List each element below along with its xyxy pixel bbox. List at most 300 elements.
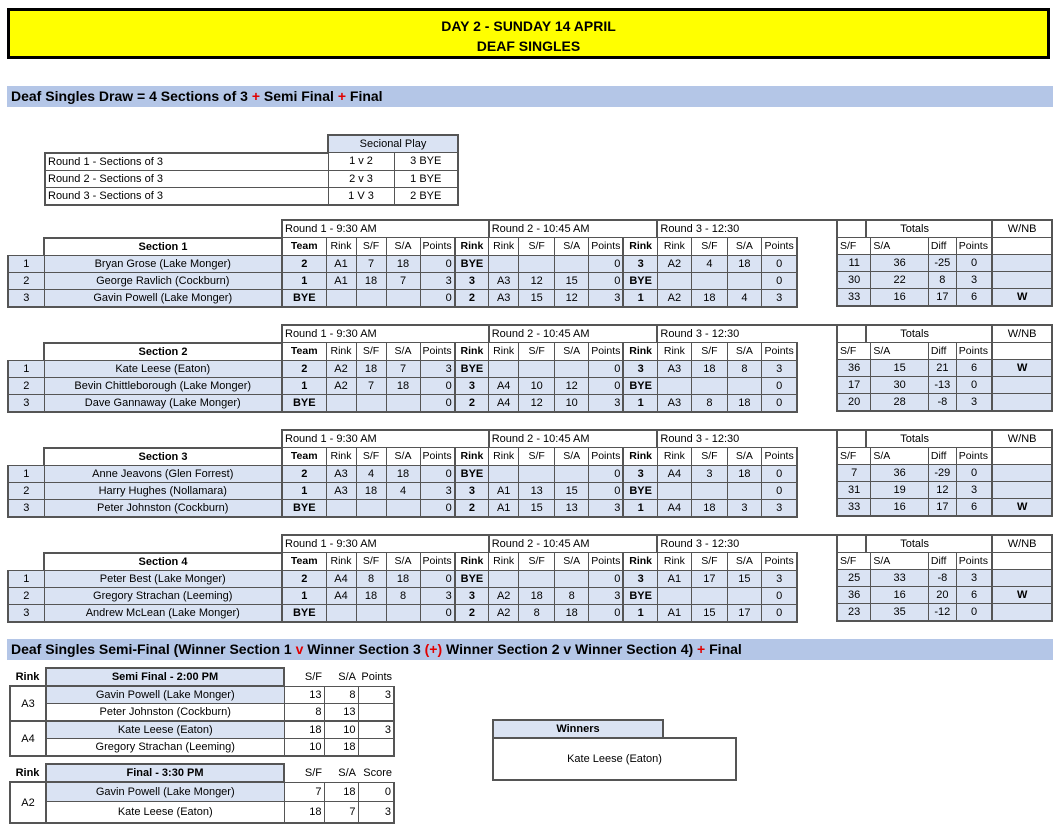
points-cell: 0 — [420, 499, 455, 517]
sa-cell — [386, 499, 420, 517]
team-cell: BYE — [282, 289, 326, 307]
sf-cell — [519, 570, 555, 587]
section-title: Section 3 — [44, 448, 282, 466]
totals-diff-header: Diff — [928, 343, 956, 360]
semi-player: Gavin Powell (Lake Monger) — [46, 686, 284, 704]
rink-cell: A3 — [657, 360, 691, 377]
team-cell: 3 — [623, 465, 657, 482]
points-cell: 0 — [589, 465, 624, 482]
sa-cell — [727, 377, 761, 394]
player-name: Andrew McLean (Lake Monger) — [44, 604, 282, 622]
totals-points: 0 — [956, 377, 992, 394]
round-header: Round 3 - 12:30 — [657, 220, 866, 238]
sa-cell: 12 — [555, 377, 589, 394]
sf-cell — [691, 587, 727, 604]
sf-cell: 12 — [519, 394, 555, 412]
team-cell: BYE — [282, 394, 326, 412]
sa-cell: 7 — [386, 272, 420, 289]
sf-cell: 18 — [691, 360, 727, 377]
sa-cell: 18 — [386, 377, 420, 394]
totals-points: 3 — [956, 482, 992, 499]
sectional-bye: 2 BYE — [394, 187, 458, 205]
sectional-round-name: Round 3 - Sections of 3 — [45, 187, 328, 205]
team-cell: 2 — [455, 289, 489, 307]
sa-header: S/A — [555, 553, 589, 571]
sf-header: S/F — [519, 553, 555, 571]
semi-title: Semi Final - 2:00 PM — [46, 668, 284, 686]
final-table — [9, 763, 395, 824]
totals-sf: 7 — [837, 465, 871, 482]
player-number: 2 — [8, 587, 44, 604]
rink-cell — [657, 587, 691, 604]
round-header: Round 2 - 10:45 AM — [489, 535, 658, 553]
final-sa-header: S/A — [338, 766, 356, 779]
totals-header: Totals — [837, 535, 992, 553]
totals-sf-header: S/F — [837, 343, 871, 360]
team-cell: 1 — [623, 394, 657, 412]
semi-player: Kate Leese (Eaton) — [46, 721, 284, 739]
wnb-value — [992, 570, 1052, 587]
rink-header: Rink — [623, 343, 657, 361]
points-cell: 0 — [761, 465, 797, 482]
sa-cell: 12 — [555, 289, 589, 307]
semi-sa: 18 — [324, 739, 358, 757]
points-header: Points — [589, 343, 624, 361]
final-player: Gavin Powell (Lake Monger) — [46, 782, 284, 802]
sf-cell: 18 — [356, 360, 386, 377]
sa-cell: 7 — [386, 360, 420, 377]
sa-cell: 3 — [727, 499, 761, 517]
sa-cell: 15 — [555, 482, 589, 499]
points-cell: 0 — [420, 377, 455, 394]
sf-cell: 4 — [691, 255, 727, 272]
totals-diff-header: Diff — [928, 448, 956, 465]
round-header: Round 2 - 10:45 AM — [489, 430, 658, 448]
team-cell: 2 — [455, 604, 489, 622]
final-sa: 18 — [324, 782, 358, 802]
draw-header-plus: + — [251, 88, 260, 104]
sa-cell: 18 — [386, 570, 420, 587]
totals-sa: 28 — [871, 394, 929, 412]
round-header: Round 1 - 9:30 AM — [282, 430, 489, 448]
team-cell: 1 — [623, 604, 657, 622]
player-name: George Ravlich (Cockburn) — [44, 272, 282, 289]
rink-cell: A2 — [657, 255, 691, 272]
sa-cell: 18 — [727, 255, 761, 272]
totals-points-header: Points — [956, 448, 992, 465]
sf-cell: 8 — [691, 394, 727, 412]
team-cell: 1 — [282, 272, 326, 289]
rink-cell — [326, 289, 356, 307]
totals-sf: 33 — [837, 289, 871, 307]
totals-header: Totals — [837, 430, 992, 448]
sf-header: S/F — [691, 448, 727, 466]
sf-cell: 17 — [691, 570, 727, 587]
sa-cell: 18 — [727, 465, 761, 482]
draw-header — [7, 86, 1053, 107]
totals-sa: 19 — [871, 482, 929, 499]
player-name: Peter Best (Lake Monger) — [44, 570, 282, 587]
sf-header: S/F — [691, 238, 727, 256]
team-cell: 2 — [455, 499, 489, 517]
totals-sf: 31 — [837, 482, 871, 499]
totals-points: 6 — [956, 289, 992, 307]
sf-cell — [356, 604, 386, 622]
rink-cell: A2 — [657, 289, 691, 307]
final-score-header: Score — [363, 766, 392, 779]
totals-diff: 17 — [928, 499, 956, 517]
totals-points: 6 — [956, 360, 992, 377]
rink-cell: A4 — [489, 394, 519, 412]
semi-header-text: Deaf Singles Semi-Final (Winner Section 1 — [11, 641, 296, 657]
points-cell: 3 — [420, 587, 455, 604]
totals-sf: 30 — [837, 272, 871, 289]
player-name: Dave Gannaway (Lake Monger) — [44, 394, 282, 412]
final-score: 3 — [358, 802, 394, 824]
totals-sa-header: S/A — [871, 553, 929, 570]
totals-sf: 17 — [837, 377, 871, 394]
rink-cell: A3 — [657, 394, 691, 412]
player-name: Gregory Strachan (Leeming) — [44, 587, 282, 604]
totals-points-header: Points — [956, 343, 992, 360]
sf-cell: 7 — [356, 255, 386, 272]
wnb-value: W — [992, 499, 1052, 517]
sf-cell — [519, 360, 555, 377]
round-header: Round 3 - 12:30 — [657, 325, 866, 343]
rink-cell: A1 — [326, 255, 356, 272]
sectional-bye: 1 BYE — [394, 170, 458, 187]
team-cell: BYE — [455, 465, 489, 482]
winners-label: Winners — [492, 719, 664, 737]
points-cell: 3 — [589, 289, 624, 307]
player-name: Bevin Chittleborough (Lake Monger) — [44, 377, 282, 394]
points-cell: 0 — [589, 360, 624, 377]
draw-header-plus: + — [337, 88, 346, 104]
wnb-header: W/NB — [992, 430, 1052, 448]
banner-subtitle: DEAF SINGLES — [476, 38, 581, 54]
team-cell: 2 — [282, 360, 326, 377]
sa-cell: 15 — [727, 570, 761, 587]
rink-header: Rink — [455, 343, 489, 361]
points-cell: 0 — [761, 482, 797, 499]
team-cell: BYE — [282, 499, 326, 517]
rink-header: Rink — [489, 238, 519, 256]
section-table — [7, 534, 867, 623]
totals-points: 0 — [956, 465, 992, 482]
points-header: Points — [589, 448, 624, 466]
semi-sf: 18 — [284, 721, 324, 739]
round-header: Round 1 - 9:30 AM — [282, 220, 489, 238]
team-cell: 3 — [455, 377, 489, 394]
totals-sf: 36 — [837, 360, 871, 377]
sf-cell: 18 — [356, 272, 386, 289]
rink-cell: A2 — [326, 360, 356, 377]
sa-header: S/A — [386, 238, 420, 256]
team-cell: BYE — [623, 272, 657, 289]
rink-cell: A4 — [489, 377, 519, 394]
final-sf-header: S/F — [304, 766, 322, 779]
player-number: 1 — [8, 570, 44, 587]
rink-header: Rink — [455, 553, 489, 571]
wnb-value — [992, 255, 1052, 272]
sectional-match: 1 V 3 — [328, 187, 394, 205]
totals-sf: 36 — [837, 587, 871, 604]
points-cell: 3 — [761, 360, 797, 377]
points-header: Points — [761, 238, 797, 256]
section-table — [7, 219, 867, 308]
totals-sa-header: S/A — [871, 343, 929, 360]
rink-header: Rink — [657, 343, 691, 361]
rink-header: Rink — [326, 238, 356, 256]
rink-cell — [489, 465, 519, 482]
team-cell: 2 — [282, 255, 326, 272]
rink-cell: A3 — [326, 482, 356, 499]
wnb-value — [992, 604, 1052, 622]
semi-sf-header: S/F — [304, 670, 322, 683]
semi-sf: 10 — [284, 739, 324, 757]
event-banner — [7, 8, 1050, 59]
totals-sa: 35 — [871, 604, 929, 622]
sa-header: S/A — [555, 343, 589, 361]
rink-header: Rink — [657, 238, 691, 256]
sa-cell — [727, 587, 761, 604]
rink-cell — [326, 499, 356, 517]
rink-cell — [326, 394, 356, 412]
sf-header: S/F — [356, 238, 386, 256]
rink-cell: A4 — [326, 570, 356, 587]
totals-table — [836, 534, 1053, 622]
semi-rink: A3 — [10, 686, 46, 721]
team-cell: 3 — [455, 587, 489, 604]
sa-header: S/A — [727, 238, 761, 256]
points-cell: 3 — [420, 482, 455, 499]
team-header: Team — [282, 553, 326, 571]
sa-cell — [555, 360, 589, 377]
sf-cell: 12 — [519, 272, 555, 289]
rink-cell: A1 — [657, 570, 691, 587]
section-title: Section 1 — [44, 238, 282, 256]
team-cell: 2 — [282, 570, 326, 587]
totals-sa: 36 — [871, 255, 929, 272]
semi-header-text: Winner Section 3 — [303, 641, 425, 657]
totals-sa: 30 — [871, 377, 929, 394]
draw-header-text: Semi Final — [260, 88, 338, 104]
totals-sa: 33 — [871, 570, 929, 587]
wnb-header: W/NB — [992, 220, 1052, 238]
points-cell: 0 — [420, 255, 455, 272]
sf-cell: 13 — [519, 482, 555, 499]
totals-points: 0 — [956, 255, 992, 272]
rink-header: Rink — [489, 343, 519, 361]
semi-header-text: Winner Section 2 v Winner Section 4) — [442, 641, 698, 657]
totals-table — [836, 324, 1053, 412]
rink-header: Rink — [326, 343, 356, 361]
round-header: Round 1 - 9:30 AM — [282, 535, 489, 553]
final-sf: 18 — [284, 802, 324, 824]
points-header: Points — [761, 343, 797, 361]
sf-cell: 7 — [356, 377, 386, 394]
sa-header: S/A — [555, 448, 589, 466]
semi-points — [358, 739, 394, 757]
player-number: 1 — [8, 360, 44, 377]
totals-diff-header: Diff — [928, 238, 956, 255]
totals-points: 6 — [956, 587, 992, 604]
sa-header: S/A — [727, 448, 761, 466]
points-cell: 3 — [589, 587, 624, 604]
totals-table — [836, 219, 1053, 307]
sf-cell: 15 — [691, 604, 727, 622]
points-cell: 0 — [420, 394, 455, 412]
rink-cell — [489, 360, 519, 377]
sf-cell: 18 — [691, 289, 727, 307]
rink-cell: A1 — [657, 604, 691, 622]
final-player: Kate Leese (Eaton) — [46, 802, 284, 824]
points-cell: 0 — [420, 570, 455, 587]
rink-header: Rink — [623, 448, 657, 466]
team-cell: BYE — [455, 570, 489, 587]
sa-header: S/A — [555, 238, 589, 256]
totals-points-header: Points — [956, 553, 992, 570]
points-cell: 0 — [761, 377, 797, 394]
semi-rink-header: Rink — [15, 670, 40, 683]
wnb-header: W/NB — [992, 535, 1052, 553]
team-cell: 3 — [623, 255, 657, 272]
sf-header: S/F — [691, 343, 727, 361]
points-cell: 0 — [420, 604, 455, 622]
sa-cell — [555, 465, 589, 482]
sectional-match: 1 v 2 — [328, 153, 394, 171]
sf-cell — [691, 377, 727, 394]
semi-points — [358, 704, 394, 722]
rink-header: Rink — [489, 553, 519, 571]
team-cell: 2 — [455, 394, 489, 412]
points-cell: 0 — [420, 289, 455, 307]
points-cell: 0 — [761, 255, 797, 272]
rink-header: Rink — [623, 553, 657, 571]
points-cell: 0 — [589, 377, 624, 394]
rink-cell — [489, 570, 519, 587]
totals-sa-header: S/A — [871, 448, 929, 465]
sa-header: S/A — [386, 553, 420, 571]
sa-cell: 8 — [386, 587, 420, 604]
semi-sf: 8 — [284, 704, 324, 722]
points-cell: 3 — [761, 289, 797, 307]
sa-cell — [386, 289, 420, 307]
sa-cell: 4 — [386, 482, 420, 499]
totals-sf: 33 — [837, 499, 871, 517]
final-rink: A2 — [10, 782, 46, 823]
spacer — [44, 535, 282, 553]
draw-header-text: Final — [346, 88, 383, 104]
totals-diff-header: Diff — [928, 553, 956, 570]
wnb-cell — [992, 553, 1052, 570]
semi-rink: A4 — [10, 721, 46, 756]
round-header: Round 3 - 12:30 — [657, 430, 866, 448]
points-cell: 0 — [420, 465, 455, 482]
sectional-match: 2 v 3 — [328, 170, 394, 187]
player-number: 2 — [8, 272, 44, 289]
player-number: 1 — [8, 255, 44, 272]
semi-header-v: v — [295, 641, 304, 657]
semi-player: Peter Johnston (Cockburn) — [46, 704, 284, 722]
totals-diff: 21 — [928, 360, 956, 377]
totals-sa: 16 — [871, 289, 929, 307]
wnb-value: W — [992, 360, 1052, 377]
spacer — [44, 430, 282, 448]
rink-header: Rink — [326, 553, 356, 571]
totals-diff: 8 — [928, 272, 956, 289]
sectional-bye: 3 BYE — [394, 153, 458, 171]
points-cell: 0 — [589, 570, 624, 587]
wnb-cell — [992, 238, 1052, 255]
semi-header-plus: + — [697, 641, 706, 657]
sa-header: S/A — [727, 343, 761, 361]
sa-header: S/A — [386, 343, 420, 361]
sf-header: S/F — [519, 448, 555, 466]
player-name: Gavin Powell (Lake Monger) — [44, 289, 282, 307]
totals-sf-header: S/F — [837, 553, 871, 570]
team-cell: 2 — [282, 465, 326, 482]
rink-cell: A2 — [326, 377, 356, 394]
sf-header: S/F — [691, 553, 727, 571]
spacer — [44, 220, 282, 238]
points-cell: 0 — [761, 394, 797, 412]
totals-diff: -29 — [928, 465, 956, 482]
points-cell: 0 — [589, 482, 624, 499]
totals-diff: -8 — [928, 394, 956, 412]
totals-diff: 17 — [928, 289, 956, 307]
sf-cell: 8 — [519, 604, 555, 622]
player-name: Harry Hughes (Nollamara) — [44, 482, 282, 499]
team-cell: 1 — [623, 289, 657, 307]
totals-points-header: Points — [956, 238, 992, 255]
team-cell: BYE — [282, 604, 326, 622]
points-cell: 0 — [761, 272, 797, 289]
team-header: Team — [282, 238, 326, 256]
team-cell: BYE — [455, 360, 489, 377]
sf-cell: 10 — [519, 377, 555, 394]
sa-cell: 17 — [727, 604, 761, 622]
player-number: 3 — [8, 394, 44, 412]
points-header: Points — [761, 553, 797, 571]
totals-sa: 15 — [871, 360, 929, 377]
rink-header: Rink — [326, 448, 356, 466]
totals-diff: -13 — [928, 377, 956, 394]
final-sa: 7 — [324, 802, 358, 824]
rink-header: Rink — [455, 448, 489, 466]
final-sf: 7 — [284, 782, 324, 802]
sf-header: S/F — [356, 553, 386, 571]
rink-cell — [657, 377, 691, 394]
spacer — [8, 448, 44, 466]
team-cell: 1 — [623, 499, 657, 517]
semi-points-header: Points — [361, 670, 392, 683]
player-number: 2 — [8, 482, 44, 499]
sa-cell — [727, 272, 761, 289]
sa-cell: 10 — [555, 394, 589, 412]
points-cell: 0 — [589, 255, 624, 272]
sf-cell: 15 — [519, 289, 555, 307]
rink-header: Rink — [623, 238, 657, 256]
semi-sa: 8 — [324, 686, 358, 704]
points-cell: 0 — [761, 604, 797, 622]
points-cell: 3 — [420, 272, 455, 289]
rink-cell — [326, 604, 356, 622]
player-number: 3 — [8, 289, 44, 307]
totals-diff: -25 — [928, 255, 956, 272]
team-cell: 3 — [455, 482, 489, 499]
rink-cell: A2 — [489, 604, 519, 622]
